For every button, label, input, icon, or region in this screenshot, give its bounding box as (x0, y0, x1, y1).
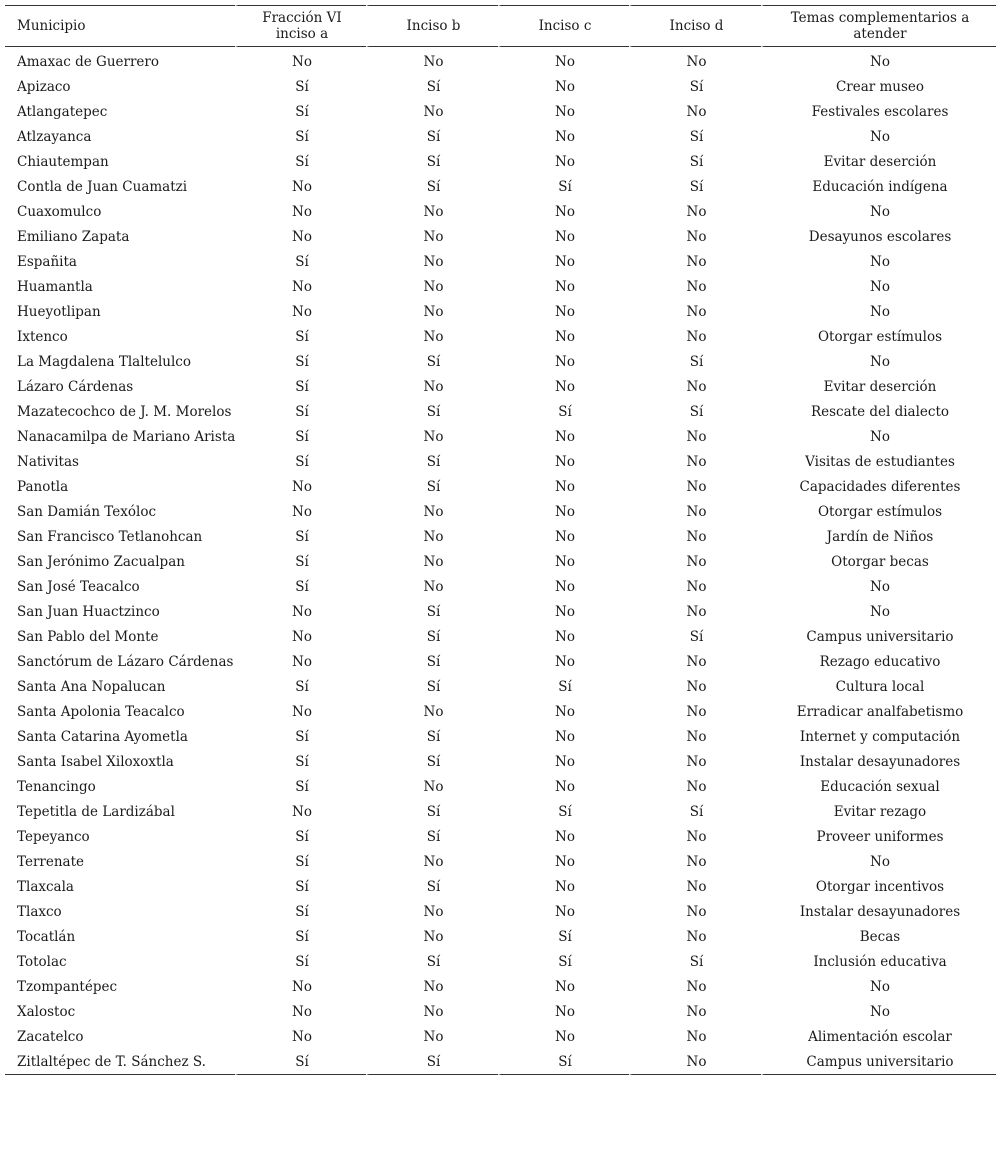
temas-cell: Otorgar estímulos (761, 499, 996, 524)
inciso-a-cell: Sí (235, 549, 366, 574)
municipio-cell: Tocatlán (17, 928, 76, 945)
inciso-b-cell: Sí (366, 399, 498, 424)
inciso-a-cell: No (235, 47, 366, 74)
inciso-a-cell: Sí (235, 249, 366, 274)
table-row (5, 599, 996, 624)
inciso-d-cell: Sí (629, 799, 761, 824)
table-row (5, 849, 996, 874)
inciso-c-cell: No (498, 649, 629, 674)
table-row (5, 374, 996, 399)
inciso-d-cell: No (629, 999, 761, 1024)
inciso-b-cell: No (366, 324, 498, 349)
table-row (5, 649, 996, 674)
inciso-c-cell: No (498, 274, 629, 299)
temas-cell: Rezago educativo (761, 649, 996, 674)
municipio-cell: Hueyotlipan (17, 303, 101, 320)
inciso-b-cell: Sí (366, 74, 498, 99)
inciso-a-cell: No (235, 174, 366, 199)
inciso-c-cell: No (498, 449, 629, 474)
temas-cell: No (761, 274, 996, 299)
inciso-d-cell: No (629, 774, 761, 799)
inciso-a-cell: Sí (235, 674, 366, 699)
inciso-c-cell: No (498, 499, 629, 524)
inciso-a-cell: No (235, 699, 366, 724)
table-row (5, 824, 996, 849)
temas-cell: No (761, 574, 996, 599)
temas-cell: Alimentación escolar (761, 1024, 996, 1049)
inciso-c-cell: Sí (498, 799, 629, 824)
inciso-b-cell: No (366, 899, 498, 924)
inciso-c-cell: No (498, 549, 629, 574)
temas-cell: No (761, 424, 996, 449)
municipio-cell: Españita (17, 253, 77, 270)
temas-cell: Instalar desayunadores (761, 749, 996, 774)
inciso-d-cell: No (629, 549, 761, 574)
municipio-cell: Tlaxcala (17, 878, 74, 895)
municipio-cell: Contla de Juan Cuamatzi (17, 178, 188, 195)
inciso-d-cell: No (629, 424, 761, 449)
table-row (5, 399, 996, 424)
inciso-b-cell: No (366, 99, 498, 124)
municipio-cell: San Juan Huactzinco (17, 603, 160, 620)
temas-cell: Campus universitario (761, 1049, 996, 1075)
table-row (5, 1024, 996, 1049)
inciso-d-cell: Sí (629, 949, 761, 974)
inciso-c-cell: No (498, 974, 629, 999)
municipio-cell: Tepetitla de Lardizábal (17, 803, 175, 820)
inciso-a-cell: Sí (235, 749, 366, 774)
temas-cell: Internet y computación (761, 724, 996, 749)
inciso-d-cell: No (629, 1024, 761, 1049)
inciso-d-cell: No (629, 249, 761, 274)
table-row (5, 199, 996, 224)
inciso-d-cell: No (629, 924, 761, 949)
inciso-b-cell: No (366, 224, 498, 249)
municipio-cell: Atlangatepec (17, 103, 108, 120)
inciso-b-cell: No (366, 1024, 498, 1049)
table-row (5, 74, 996, 99)
municipio-cell: Xalostoc (17, 1003, 76, 1020)
municipio-cell: Zitlaltépec de T. Sánchez S. (5, 1049, 235, 1075)
inciso-b-cell: Sí (366, 674, 498, 699)
inciso-b-cell: No (366, 524, 498, 549)
municipio-cell: Atlzayanca (17, 128, 92, 145)
table-row (5, 974, 996, 999)
table-row (5, 874, 996, 899)
municipio-cell: San Jerónimo Zacualpan (17, 553, 185, 570)
municipio-cell: Tepeyanco (17, 828, 90, 845)
table-row (5, 624, 996, 649)
inciso-c-cell: No (498, 899, 629, 924)
municipio-cell: Sanctórum de Lázaro Cárdenas (17, 653, 234, 670)
inciso-a-cell: No (235, 199, 366, 224)
table-row (5, 424, 996, 449)
header-inciso-c: Inciso c (498, 5, 629, 47)
inciso-b-cell: Sí (366, 124, 498, 149)
municipio-cell: Zacatelco (17, 1028, 84, 1045)
inciso-a-cell: Sí (235, 449, 366, 474)
municipio-cell: Panotla (17, 478, 69, 495)
inciso-c-cell: No (498, 824, 629, 849)
municipio-cell: La Magdalena Tlaltelulco (17, 353, 191, 370)
inciso-a-cell: Sí (235, 949, 366, 974)
inciso-a-cell: Sí (235, 899, 366, 924)
temas-cell: Capacidades diferentes (761, 474, 996, 499)
municipio-cell: Lázaro Cárdenas (17, 378, 134, 395)
inciso-d-cell: No (629, 274, 761, 299)
inciso-a-cell: Sí (235, 774, 366, 799)
table-row (5, 799, 996, 824)
inciso-b-cell: Sí (366, 749, 498, 774)
municipio-cell: San Pablo del Monte (17, 628, 159, 645)
inciso-d-cell: No (629, 899, 761, 924)
inciso-a-cell: Sí (235, 724, 366, 749)
inciso-d-cell: No (629, 824, 761, 849)
inciso-c-cell: No (498, 774, 629, 799)
municipio-cell: Tlaxco (17, 903, 62, 920)
temas-cell: Otorgar becas (761, 549, 996, 574)
header-fraccion-vi-inciso-a: Fracción VI inciso a (235, 5, 366, 47)
municipio-cell: San Damián Texóloc (17, 503, 157, 520)
municipio-cell: San Francisco Tetlanohcan (17, 528, 203, 545)
inciso-a-cell: No (235, 274, 366, 299)
temas-cell: Evitar rezago (761, 799, 996, 824)
table-row (5, 449, 996, 474)
inciso-b-cell: Sí (366, 874, 498, 899)
table-row (5, 774, 996, 799)
inciso-a-cell: No (235, 499, 366, 524)
inciso-b-cell: No (366, 999, 498, 1024)
inciso-b-cell: Sí (366, 724, 498, 749)
table-row (5, 499, 996, 524)
inciso-a-cell: Sí (235, 149, 366, 174)
inciso-c-cell: No (498, 224, 629, 249)
inciso-b-cell: No (366, 974, 498, 999)
inciso-c-cell: No (498, 524, 629, 549)
municipio-cell: Emiliano Zapata (17, 228, 130, 245)
inciso-c-cell: Sí (498, 924, 629, 949)
temas-cell: Crear museo (761, 74, 996, 99)
temas-cell: Cultura local (761, 674, 996, 699)
table-row (5, 1049, 996, 1075)
inciso-a-cell: Sí (235, 99, 366, 124)
table-row (5, 274, 996, 299)
inciso-c-cell: No (498, 574, 629, 599)
inciso-d-cell: No (629, 524, 761, 549)
table-row (5, 899, 996, 924)
inciso-c-cell: Sí (498, 1049, 629, 1075)
inciso-d-cell: Sí (629, 349, 761, 374)
temas-cell: Becas (761, 924, 996, 949)
inciso-b-cell: Sí (366, 599, 498, 624)
inciso-c-cell: Sí (498, 174, 629, 199)
inciso-a-cell: Sí (235, 924, 366, 949)
inciso-a-cell: Sí (235, 574, 366, 599)
inciso-d-cell: Sí (629, 124, 761, 149)
inciso-d-cell: Sí (629, 149, 761, 174)
inciso-b-cell: No (366, 499, 498, 524)
header-inciso-b: Inciso b (366, 5, 498, 47)
inciso-c-cell: No (498, 849, 629, 874)
inciso-a-cell: Sí (235, 399, 366, 424)
inciso-b-cell: Sí (366, 824, 498, 849)
inciso-b-cell: No (366, 299, 498, 324)
inciso-c-cell: No (498, 374, 629, 399)
inciso-a-cell: Sí (235, 74, 366, 99)
inciso-a-cell: No (235, 624, 366, 649)
inciso-c-cell: No (498, 199, 629, 224)
header-temas-complementarios: Temas complementarios a atender (761, 5, 996, 47)
inciso-a-cell: Sí (235, 824, 366, 849)
table-row (5, 949, 996, 974)
inciso-b-cell: No (366, 699, 498, 724)
table-row (5, 524, 996, 549)
inciso-c-cell: No (498, 299, 629, 324)
inciso-a-cell: Sí (235, 1049, 366, 1075)
temas-cell: No (761, 249, 996, 274)
municipio-cell: Terrenate (17, 853, 84, 870)
table-row (5, 924, 996, 949)
inciso-b-cell: Sí (366, 149, 498, 174)
inciso-c-cell: Sí (498, 674, 629, 699)
inciso-a-cell: No (235, 299, 366, 324)
inciso-b-cell: No (366, 249, 498, 274)
temas-cell: Evitar deserción (761, 149, 996, 174)
municipio-cell: Nativitas (17, 453, 79, 470)
municipio-cell: San José Teacalco (17, 578, 140, 595)
inciso-a-cell: Sí (235, 424, 366, 449)
table-row (5, 324, 996, 349)
inciso-d-cell: No (629, 374, 761, 399)
inciso-d-cell: No (629, 724, 761, 749)
municipio-cell: Mazatecochco de J. M. Morelos (17, 403, 232, 420)
table-row (5, 249, 996, 274)
inciso-c-cell: No (498, 324, 629, 349)
inciso-b-cell: No (366, 47, 498, 74)
inciso-c-cell: Sí (498, 399, 629, 424)
inciso-c-cell: No (498, 599, 629, 624)
table-row (5, 47, 996, 74)
inciso-a-cell: Sí (235, 874, 366, 899)
inciso-d-cell: Sí (629, 174, 761, 199)
inciso-b-cell: No (366, 574, 498, 599)
temas-cell: Educación sexual (761, 774, 996, 799)
temas-cell: Festivales escolares (761, 99, 996, 124)
temas-cell: Otorgar estímulos (761, 324, 996, 349)
inciso-c-cell: No (498, 1024, 629, 1049)
inciso-b-cell: No (366, 549, 498, 574)
inciso-d-cell: No (629, 224, 761, 249)
temas-cell: Educación indígena (761, 174, 996, 199)
temas-cell: No (761, 974, 996, 999)
inciso-c-cell: No (498, 999, 629, 1024)
inciso-c-cell: Sí (498, 949, 629, 974)
inciso-d-cell: No (629, 1049, 761, 1075)
inciso-d-cell: No (629, 574, 761, 599)
table-row (5, 349, 996, 374)
inciso-d-cell: Sí (629, 624, 761, 649)
municipio-cell: Amaxac de Guerrero (17, 53, 159, 70)
municipio-cell: Santa Catarina Ayometla (17, 728, 188, 745)
inciso-c-cell: No (498, 124, 629, 149)
municipio-cell: Apizaco (17, 78, 71, 95)
inciso-b-cell: Sí (366, 174, 498, 199)
inciso-c-cell: No (498, 874, 629, 899)
temas-cell: Visitas de estudiantes (761, 449, 996, 474)
table-row (5, 149, 996, 174)
inciso-c-cell: No (498, 699, 629, 724)
temas-cell: Instalar desayunadores (761, 899, 996, 924)
inciso-a-cell: No (235, 224, 366, 249)
municipio-cell: Santa Apolonia Teacalco (17, 703, 185, 720)
inciso-c-cell: No (498, 149, 629, 174)
inciso-b-cell: No (366, 424, 498, 449)
table-row (5, 749, 996, 774)
inciso-c-cell: No (498, 474, 629, 499)
table-row (5, 99, 996, 124)
inciso-b-cell: No (366, 849, 498, 874)
inciso-d-cell: No (629, 699, 761, 724)
inciso-b-cell: No (366, 374, 498, 399)
inciso-d-cell: No (629, 874, 761, 899)
temas-cell: No (761, 47, 996, 74)
temas-cell: No (761, 349, 996, 374)
inciso-c-cell: No (498, 624, 629, 649)
temas-cell: No (761, 299, 996, 324)
inciso-d-cell: No (629, 199, 761, 224)
inciso-a-cell: No (235, 599, 366, 624)
inciso-d-cell: No (629, 324, 761, 349)
inciso-b-cell: Sí (366, 449, 498, 474)
inciso-d-cell: No (629, 974, 761, 999)
temas-cell: No (761, 199, 996, 224)
municipio-cell: Santa Ana Nopalucan (17, 678, 166, 695)
temas-cell: No (761, 999, 996, 1024)
municipio-cell: Cuaxomulco (17, 203, 102, 220)
table-row (5, 699, 996, 724)
header-inciso-d: Inciso d (629, 5, 761, 47)
inciso-c-cell: No (498, 749, 629, 774)
table-header (5, 5, 996, 47)
inciso-a-cell: No (235, 999, 366, 1024)
inciso-a-cell: Sí (235, 124, 366, 149)
inciso-a-cell: No (235, 799, 366, 824)
inciso-d-cell: No (629, 299, 761, 324)
table-row (5, 174, 996, 199)
inciso-d-cell: No (629, 749, 761, 774)
temas-cell: No (761, 599, 996, 624)
table-body (5, 47, 996, 1075)
inciso-b-cell: Sí (366, 649, 498, 674)
inciso-d-cell: No (629, 674, 761, 699)
inciso-a-cell: Sí (235, 324, 366, 349)
table-row (5, 999, 996, 1024)
inciso-a-cell: Sí (235, 374, 366, 399)
municipio-cell: Nanacamilpa de Mariano Arista (17, 428, 235, 445)
municipio-cell: Tenancingo (17, 778, 96, 795)
inciso-b-cell: No (366, 924, 498, 949)
inciso-a-cell: Sí (235, 849, 366, 874)
header-municipio: Municipio (5, 5, 235, 47)
inciso-b-cell: No (366, 199, 498, 224)
municipio-cell: Huamantla (17, 278, 93, 295)
temas-cell: Rescate del dialecto (761, 399, 996, 424)
inciso-a-cell: No (235, 1024, 366, 1049)
table-row (5, 124, 996, 149)
municipio-cell: Totolac (17, 953, 67, 970)
header-row (5, 5, 996, 47)
inciso-d-cell: No (629, 47, 761, 74)
inciso-d-cell: No (629, 649, 761, 674)
table-row (5, 674, 996, 699)
temas-cell: Erradicar analfabetismo (761, 699, 996, 724)
table-row (5, 224, 996, 249)
inciso-b-cell: No (366, 274, 498, 299)
inciso-a-cell: Sí (235, 524, 366, 549)
inciso-c-cell: No (498, 424, 629, 449)
temas-cell: Campus universitario (761, 624, 996, 649)
municipio-cell: Santa Isabel Xiloxoxtla (17, 753, 174, 770)
inciso-d-cell: Sí (629, 74, 761, 99)
inciso-a-cell: Sí (235, 349, 366, 374)
inciso-b-cell: Sí (366, 949, 498, 974)
table-row (5, 474, 996, 499)
municipio-cell: Ixtenco (17, 328, 68, 345)
inciso-c-cell: No (498, 349, 629, 374)
inciso-d-cell: No (629, 849, 761, 874)
inciso-c-cell: No (498, 99, 629, 124)
temas-cell: Otorgar incentivos (761, 874, 996, 899)
inciso-b-cell: Sí (366, 799, 498, 824)
temas-cell: Evitar deserción (761, 374, 996, 399)
inciso-c-cell: No (498, 47, 629, 74)
municipios-table (5, 5, 996, 1075)
inciso-a-cell: No (235, 974, 366, 999)
inciso-b-cell: Sí (366, 474, 498, 499)
inciso-b-cell: No (366, 774, 498, 799)
temas-cell: Inclusión educativa (761, 949, 996, 974)
temas-cell: Proveer uniformes (761, 824, 996, 849)
municipio-cell: Chiautempan (17, 153, 109, 170)
table-row (5, 724, 996, 749)
inciso-c-cell: No (498, 74, 629, 99)
table-row (5, 574, 996, 599)
temas-cell: No (761, 849, 996, 874)
inciso-d-cell: No (629, 499, 761, 524)
municipio-cell: Tzompantépec (17, 978, 118, 995)
inciso-b-cell: Sí (366, 1049, 498, 1075)
inciso-d-cell: Sí (629, 399, 761, 424)
temas-cell: No (761, 124, 996, 149)
table-row (5, 299, 996, 324)
inciso-d-cell: No (629, 99, 761, 124)
inciso-c-cell: No (498, 724, 629, 749)
inciso-a-cell: No (235, 649, 366, 674)
inciso-c-cell: No (498, 249, 629, 274)
table-row (5, 549, 996, 574)
inciso-d-cell: No (629, 474, 761, 499)
inciso-a-cell: No (235, 474, 366, 499)
inciso-b-cell: Sí (366, 624, 498, 649)
temas-cell: Desayunos escolares (761, 224, 996, 249)
temas-cell: Jardín de Niños (761, 524, 996, 549)
inciso-b-cell: Sí (366, 349, 498, 374)
inciso-d-cell: No (629, 449, 761, 474)
inciso-d-cell: No (629, 599, 761, 624)
